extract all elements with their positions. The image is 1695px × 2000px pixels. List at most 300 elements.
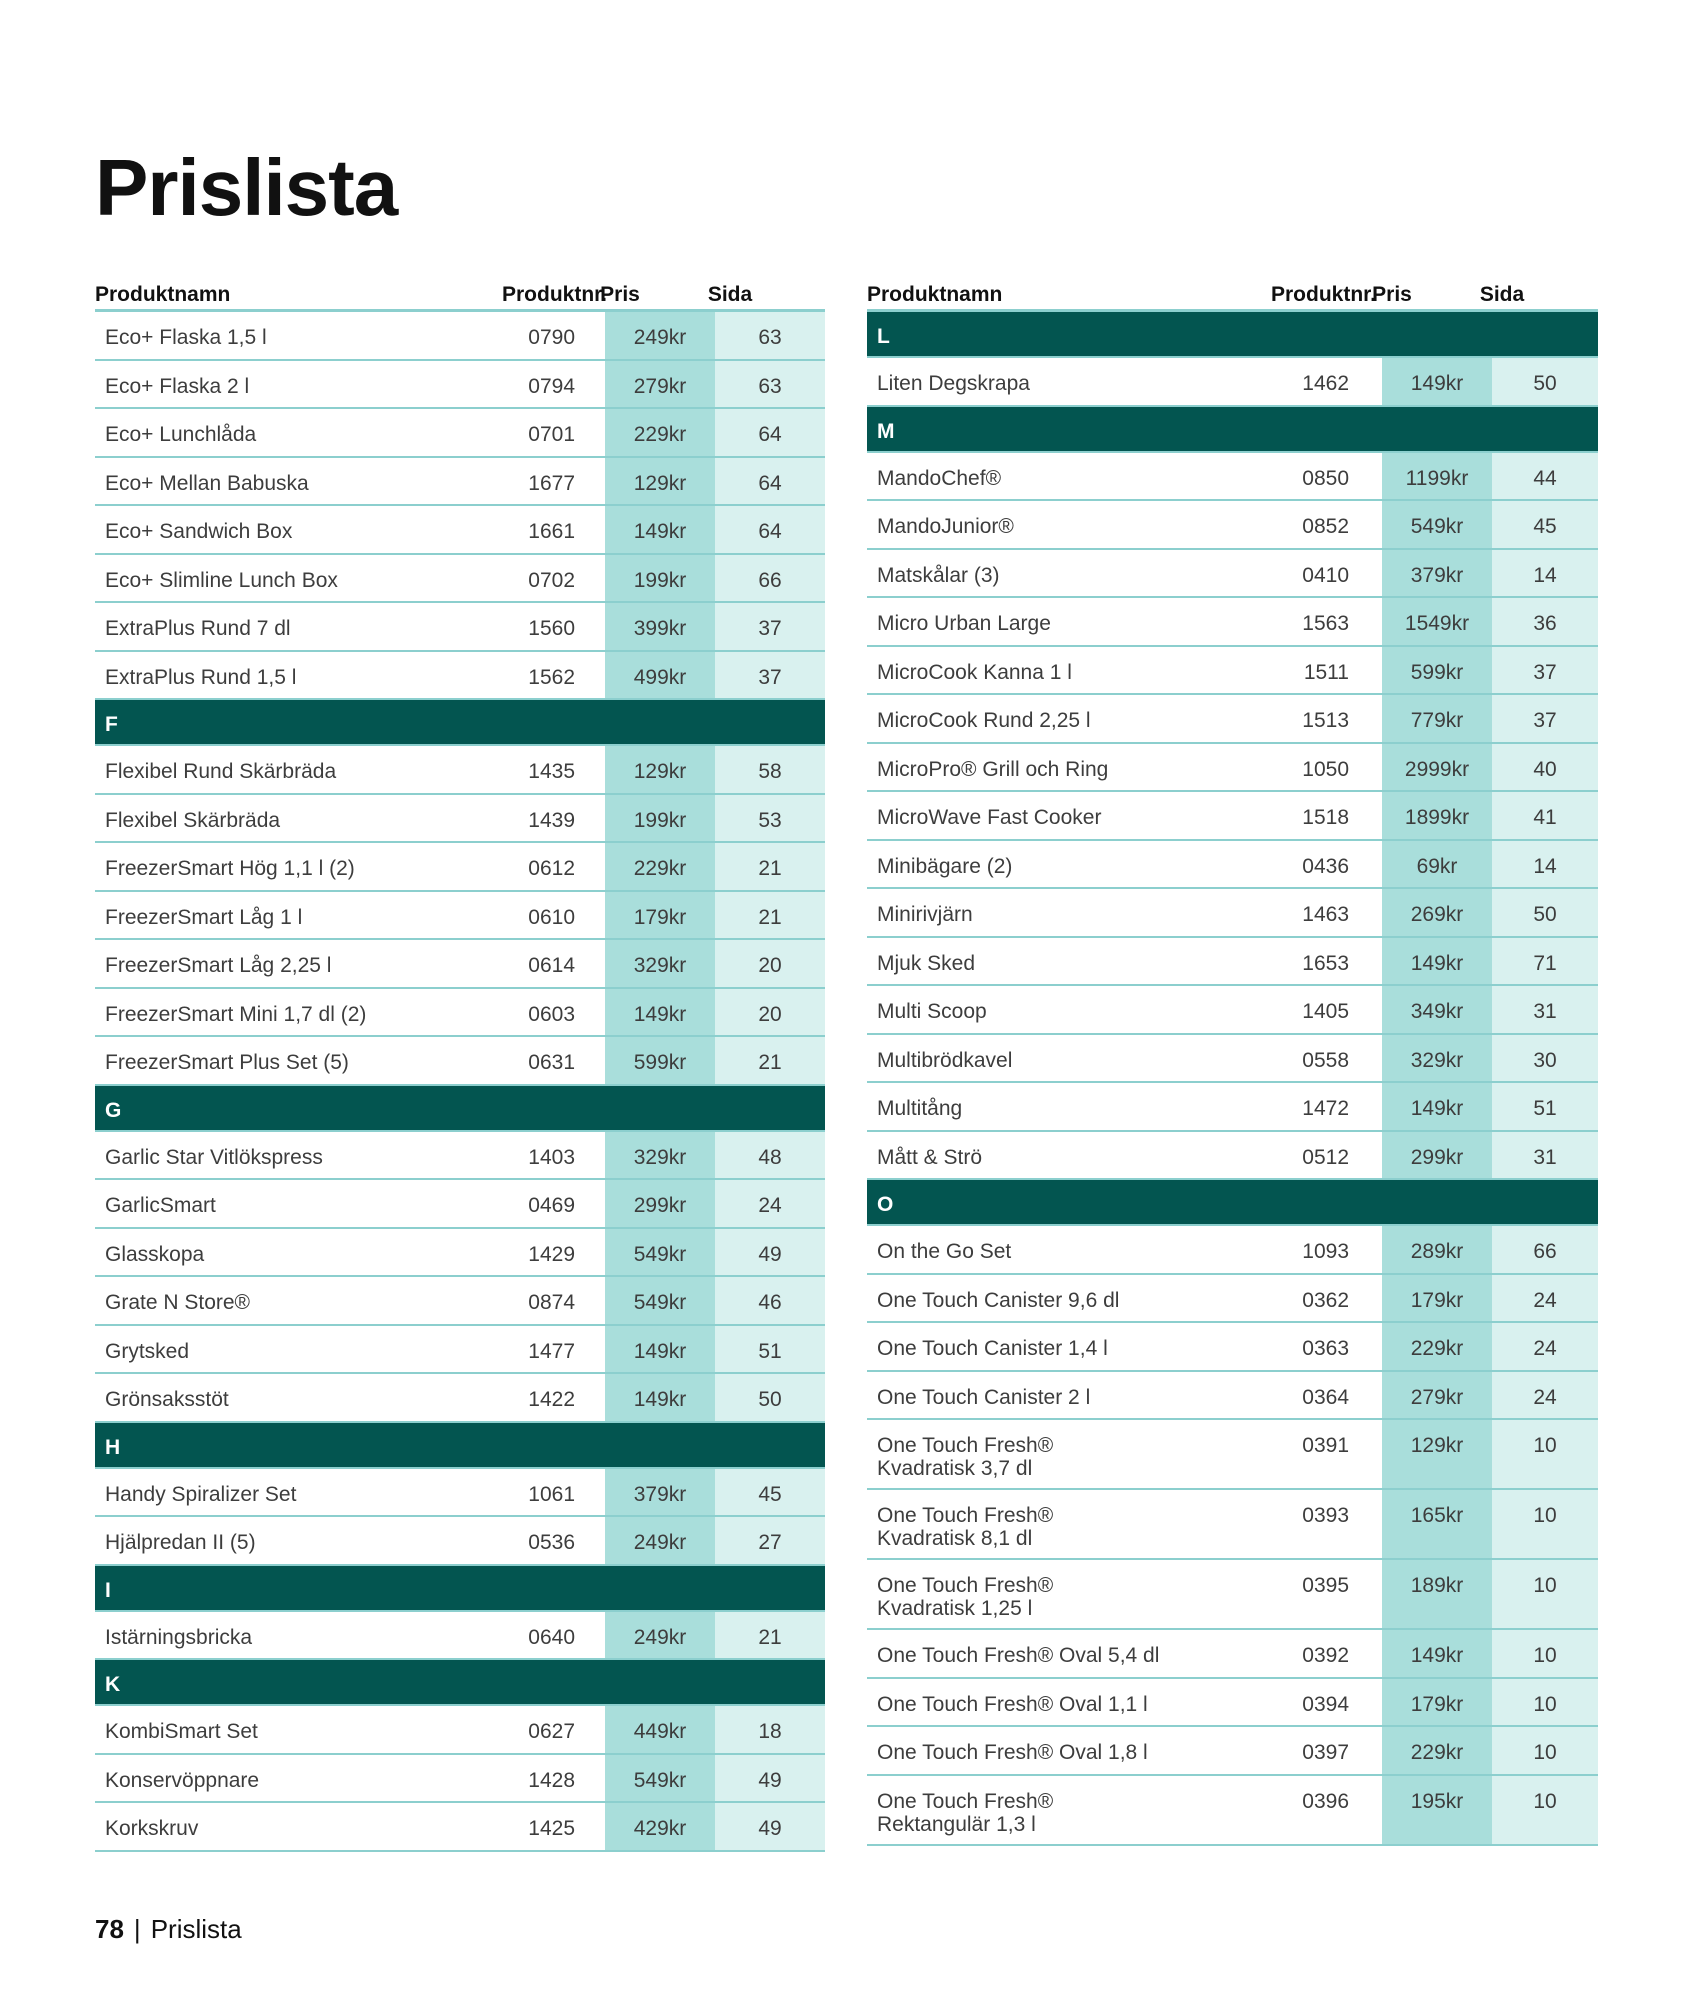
table-row [867,550,1598,599]
price-cell [605,843,715,890]
price-value: 179kr [1410,1692,1464,1716]
product-name [105,1720,258,1743]
header-sida: Sida [707,283,753,306]
product-name-line: Mått & Strö [877,1145,983,1169]
section-letter: L [877,325,890,348]
page-cell [715,1326,825,1373]
product-name-line: Grate N Store® [105,1291,251,1314]
price-value: 299kr [633,1194,687,1217]
product-number: 0610 [528,905,575,929]
product-name [105,954,331,977]
table-row [95,1132,825,1181]
product-number: 1428 [528,1768,575,1792]
product-name [105,857,355,880]
page-cell [715,795,825,842]
product-name-line: KombiSmart Set [105,1720,258,1743]
price-cell [605,1517,715,1564]
price-cell [1382,1226,1492,1273]
product-number: 0627 [528,1720,575,1743]
table-row [867,986,1598,1035]
page-title: Prislista [95,143,398,232]
page-cell [715,892,825,939]
header-produktnr: Produktnr. [1270,283,1376,306]
product-name [105,1291,250,1314]
product-number: 1477 [528,1339,575,1363]
product-name-line-2: Kvadratisk 8,1 dl [877,1527,1033,1550]
page-ref-value: 31 [1533,1000,1557,1023]
product-number: 1061 [528,1482,575,1506]
table-row [867,1679,1598,1728]
product-name [877,1434,1053,1480]
page-cell [715,603,825,650]
page-ref-value: 44 [1533,466,1557,490]
page-cell [1492,453,1598,500]
price-cell [605,1803,715,1850]
price-cell [1382,1132,1492,1179]
product-name-line: FreezerSmart Låg 1 l [105,905,303,929]
page-cell [715,940,825,987]
product-name [105,1003,366,1026]
product-name-line: Konservöppnare [105,1768,260,1792]
table-row [95,506,825,555]
table-row [867,1630,1598,1679]
price-cell [1382,841,1492,888]
table-row [95,989,825,1038]
product-number: 0612 [528,857,575,880]
product-name [105,472,309,495]
header-produktnamn: Produktnamn [867,283,1003,306]
page-ref-value: 24 [1533,1385,1557,1409]
page-cell [715,746,825,793]
product-name [877,1049,1012,1072]
section-header-m [867,407,1598,453]
product-name [877,1741,1148,1764]
price-cell [605,312,715,359]
table-row [867,1083,1598,1132]
page-ref-value: 21 [758,857,782,880]
product-name-line: MicroPro® Grill och Ring [877,757,1109,781]
product-number: 1463 [1302,903,1349,926]
page-cell [1492,792,1598,839]
product-name [105,1146,323,1169]
page-cell [1492,695,1598,742]
price-value: 549kr [1410,515,1464,538]
page-ref-value: 64 [758,520,782,543]
product-name [105,906,302,929]
price-value: 1199kr [1405,466,1469,490]
table-row [95,603,825,652]
price-value: 229kr [633,423,687,446]
product-name [877,1097,962,1120]
product-number: 0397 [1302,1741,1349,1764]
product-name [877,1240,1011,1263]
product-name-line: On the Go Set [877,1240,1012,1263]
product-name-line: FreezerSmart Mini 1,7 dl (2) [105,1002,367,1026]
page-cell [1492,1323,1598,1370]
table-row [95,1037,825,1086]
page-cell [715,1229,825,1276]
product-name [105,666,296,689]
table-row [867,938,1598,987]
price-value: 189kr [1410,1574,1464,1597]
page-ref-value: 46 [758,1291,782,1314]
page-ref-value: 30 [1533,1048,1557,1072]
table-row [95,1180,825,1229]
product-name-line: One Touch Fresh® [877,1789,1054,1813]
price-cell [605,1277,715,1324]
page-ref-value: 45 [758,1482,782,1506]
table-row [867,841,1598,890]
page-ref-value: 21 [758,905,782,929]
product-name-line: Hjälpredan II (5) [105,1531,256,1554]
price-cell [1382,1679,1492,1726]
product-name-line-2: Rektangulär 1,3 l [877,1812,1036,1836]
page-cell [715,312,825,359]
product-number: 0874 [528,1291,575,1314]
product-name [105,1769,259,1792]
page-footer [95,1914,242,1945]
price-value: 249kr [633,1531,687,1554]
price-cell [1382,1275,1492,1322]
product-name-line: Eco+ Flaska 1,5 l [105,326,267,349]
page-ref-value: 50 [1533,372,1557,395]
table-row [95,409,825,458]
page-ref-value: 31 [1533,1145,1557,1169]
section-header-i [95,1566,825,1612]
product-number: 0392 [1302,1644,1349,1667]
page-cell [715,1612,825,1659]
product-number: 0364 [1302,1385,1349,1409]
product-number: 0393 [1302,1504,1349,1527]
page-ref-value: 40 [1533,757,1557,781]
page-ref-value: 36 [1533,612,1557,635]
page-cell [1492,501,1598,548]
page-cell [715,506,825,553]
price-value: 199kr [633,568,687,592]
product-name-line-2: Kvadratisk 1,25 l [877,1597,1033,1620]
table-row [867,1035,1598,1084]
price-cell [1382,1630,1492,1677]
price-value: 249kr [633,1625,687,1649]
product-name-line: One Touch Fresh® [877,1574,1054,1597]
table-row [95,458,825,507]
page-cell [715,1374,825,1421]
product-number: 1677 [528,471,575,495]
product-name [877,1644,1159,1667]
table-row [867,1132,1598,1181]
product-name [877,564,1000,587]
page-cell [715,1517,825,1564]
price-value: 229kr [1410,1337,1464,1360]
page-ref-value: 49 [758,1242,782,1266]
page-ref-value: 10 [1533,1692,1557,1716]
page-ref-value: 24 [1533,1337,1557,1360]
page-cell [715,555,825,602]
table-row [95,795,825,844]
table-row [95,1277,825,1326]
table-row [95,940,825,989]
product-name-line: Grytsked [105,1339,190,1363]
page-ref-value: 21 [758,1625,782,1649]
price-cell [605,1180,715,1227]
price-cell [605,1229,715,1276]
page-cell [1492,1372,1598,1419]
page-ref-value: 45 [1533,515,1557,538]
price-cell [605,1612,715,1659]
table-row [867,1275,1598,1324]
product-name-line: Minirivjärn [877,903,973,926]
product-number: 0363 [1302,1337,1349,1360]
page-ref-value: 10 [1533,1504,1557,1527]
price-cell [1382,1035,1492,1082]
product-name [877,1386,1090,1409]
product-number: 1462 [1302,372,1349,395]
page-ref-value: 37 [1533,709,1557,732]
product-number: 0701 [528,423,575,446]
price-value: 149kr [1410,1644,1464,1667]
page-ref-value: 37 [758,665,782,689]
product-number: 0631 [528,1051,575,1074]
product-name [877,806,1101,829]
product-name [877,1289,1119,1312]
product-name [105,1626,252,1649]
table-row [867,598,1598,647]
product-name-line: FreezerSmart Plus Set (5) [105,1051,349,1074]
price-value: 129kr [1410,1434,1464,1457]
table-header [95,283,825,312]
page-cell [1492,841,1598,888]
product-name [105,1531,256,1554]
product-number: 0391 [1302,1434,1349,1457]
price-value: 149kr [633,1002,687,1026]
page-cell [715,361,825,408]
table-row [95,1706,825,1755]
page-cell [1492,1727,1598,1774]
product-name-line: Minibägare (2) [877,854,1013,878]
page-ref-value: 10 [1533,1434,1557,1457]
product-name-line: MicroCook Kanna 1 l [877,660,1072,684]
table-row [867,1776,1598,1846]
product-name-line: Multi Scoop [877,1000,987,1023]
product-name-line: Eco+ Lunchlåda [105,423,257,446]
table-row [867,647,1598,696]
table-row [867,501,1598,550]
table-body-right [867,312,1598,1846]
product-name-line: One Touch Canister 9,6 dl [877,1288,1120,1312]
product-name-line: One Touch Canister 2 l [877,1385,1091,1409]
page-ref-value: 71 [1533,951,1557,975]
product-number: 0790 [528,326,575,349]
product-number: 1403 [528,1145,575,1169]
page-ref-value: 14 [1533,854,1557,878]
product-name-line: Micro Urban Large [877,612,1051,635]
product-name-line: Istärningsbricka [105,1625,253,1649]
page-ref-value: 66 [758,568,782,592]
product-number: 0850 [1302,466,1349,490]
product-name [877,1693,1148,1716]
price-cell [605,652,715,699]
product-number: 0640 [528,1625,575,1649]
product-name-line: Multitång [877,1097,963,1120]
product-name [105,1388,229,1411]
price-cell [1382,1727,1492,1774]
header-sida: Sida [1479,283,1525,306]
table-row [95,1469,825,1518]
product-number: 0395 [1302,1574,1349,1597]
section-letter: F [105,713,118,736]
page-cell [715,1037,825,1084]
section-letter: G [105,1098,122,1122]
page-cell [1492,1679,1598,1726]
table-row [95,1229,825,1278]
product-number: 0794 [528,374,575,398]
price-cell [605,989,715,1036]
price-cell [605,746,715,793]
section-header-g [95,1086,825,1132]
price-cell [605,795,715,842]
product-name [105,1483,296,1506]
page-ref-value: 18 [758,1720,782,1743]
price-cell [1382,1323,1492,1370]
product-number: 1405 [1302,1000,1349,1023]
product-number: 0614 [528,954,575,977]
price-cell [1382,1372,1492,1419]
price-cell [1382,889,1492,936]
price-value: 399kr [633,617,687,640]
price-cell [1382,986,1492,1033]
product-number: 1661 [528,520,575,543]
price-value: 779kr [1410,709,1464,732]
page-cell [1492,744,1598,791]
product-name-line: Matskålar (3) [877,563,1000,587]
product-name-line: One Touch Fresh® Oval 5,4 dl [877,1644,1160,1667]
page-ref-value: 20 [758,954,782,977]
page-ref-value: 14 [1533,563,1557,587]
product-name-line: Liten Degskrapa [877,372,1030,395]
price-cell [605,1706,715,1753]
price-value: 165kr [1410,1504,1464,1527]
price-cell [605,1326,715,1373]
price-value: 599kr [1410,660,1464,684]
table-header [867,283,1598,312]
price-value: 149kr [633,520,687,543]
page-ref-value: 10 [1533,1644,1557,1667]
product-name [105,326,267,349]
product-name [105,1817,198,1840]
price-value: 499kr [633,665,687,689]
page-cell [715,1755,825,1802]
product-name [877,612,1051,635]
price-cell [1382,695,1492,742]
price-cell [605,603,715,650]
product-number: 0852 [1302,515,1349,538]
price-cell [1382,1776,1492,1844]
table-row [95,652,825,701]
product-name-line: One Touch Fresh® Oval 1,8 l [877,1741,1148,1764]
product-name-line: Eco+ Mellan Babuska [105,471,309,495]
product-name [105,375,249,398]
product-name [877,1000,987,1023]
price-value: 549kr [633,1768,687,1792]
price-cell [605,1132,715,1179]
price-cell [605,940,715,987]
product-name [877,1146,982,1169]
page-ref-value: 49 [758,1817,782,1840]
table-row [95,1517,825,1566]
price-cell [1382,1560,1492,1628]
page-ref-value: 37 [1533,660,1557,684]
price-cell [1382,1420,1492,1488]
price-cell [1382,453,1492,500]
table-row [95,746,825,795]
price-cell [605,361,715,408]
page-ref-value: 41 [1533,806,1557,829]
product-name [877,1790,1053,1836]
page-cell [715,1706,825,1753]
price-value: 179kr [1410,1288,1464,1312]
price-cell [605,1374,715,1421]
page-cell [715,1180,825,1227]
table-row [867,1226,1598,1275]
page-cell [1492,647,1598,694]
product-name-line: One Touch Fresh® [877,1434,1054,1457]
page-cell [1492,1560,1598,1628]
product-name-line: ExtraPlus Rund 1,5 l [105,665,297,689]
price-cell [605,1755,715,1802]
price-value: 69kr [1416,854,1458,878]
page-ref-value: 48 [758,1145,782,1169]
price-cell [605,1469,715,1516]
price-cell [1382,550,1492,597]
table-row [867,1420,1598,1490]
section-letter: M [877,419,895,443]
table-row [867,1490,1598,1560]
price-value: 269kr [1410,903,1464,926]
page-cell [1492,1275,1598,1322]
page-cell [1492,598,1598,645]
page-ref-value: 37 [758,617,782,640]
product-name [877,467,1001,490]
price-cell [605,506,715,553]
product-name-line: MicroCook Rund 2,25 l [877,709,1091,732]
table-row [867,1323,1598,1372]
section-header-o [867,1180,1598,1226]
product-name [877,1337,1108,1360]
price-cell [605,1037,715,1084]
price-value: 379kr [1410,563,1464,587]
product-name [877,661,1072,684]
section-header-h [95,1423,825,1469]
price-value: 329kr [633,954,687,977]
section-letter: H [105,1435,121,1459]
page-number: 78 [95,1914,124,1944]
product-name-line: Grönsaksstöt [105,1388,229,1411]
price-table-right [867,283,1598,1846]
price-value: 1899kr [1404,806,1470,829]
page-cell [715,1469,825,1516]
page-ref-value: 51 [758,1339,782,1363]
product-name-line: MandoJunior® [877,515,1014,538]
product-name [877,1504,1053,1550]
table-row [95,312,825,361]
product-name-line: MicroWave Fast Cooker [877,806,1102,829]
product-name [877,709,1091,732]
page-ref-value: 53 [758,808,782,832]
product-number: 0396 [1302,1789,1349,1813]
price-value: 279kr [1410,1385,1464,1409]
page-cell [1492,986,1598,1033]
product-number: 0702 [528,568,575,592]
